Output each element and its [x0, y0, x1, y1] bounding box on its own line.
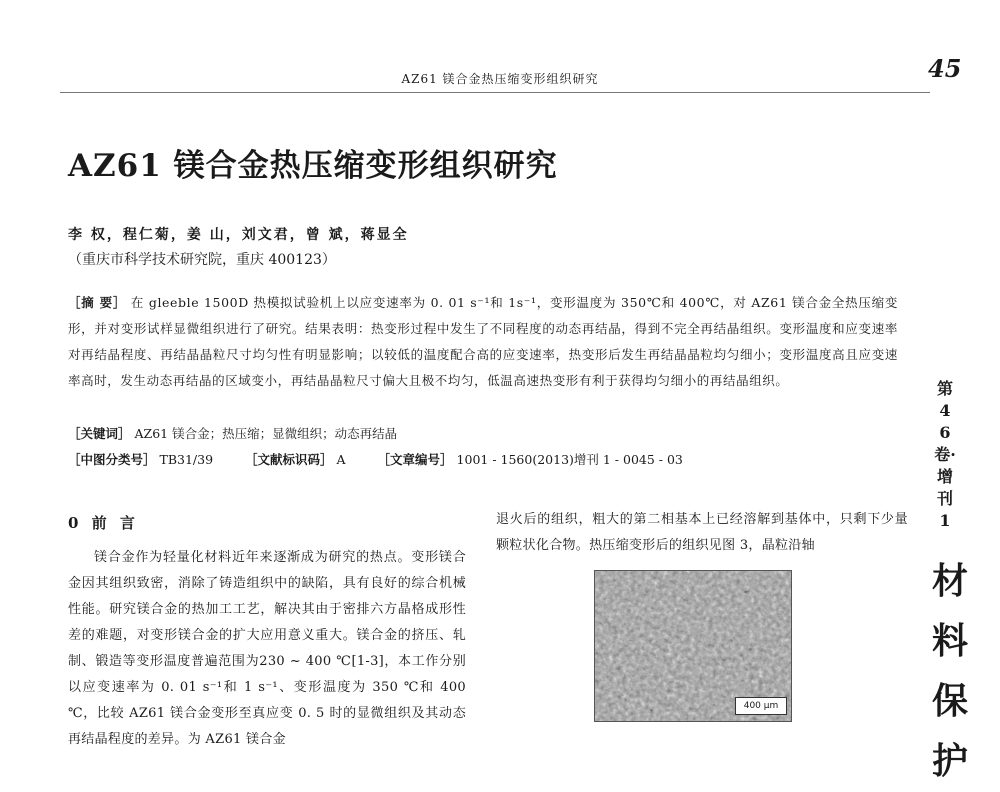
abstract-text: 在 gleeble 1500D 热模拟试验机上以应变速率为 0. 01 s⁻¹和 1s⁻¹，变形温度为 350℃和 400℃，对 AZ61 镁合金全热压缩变形，并对变形试样显微组织进行了研究。结果表明：热变形过程中发生了不同程度的动态再结晶，得到不完全再结晶组织。变形温度和应变速率对再结晶程度、再结晶晶粒尺寸均匀性有明显影响；以较低的温度配合高的应变速率，热变形后发生再结晶晶粒均匀细小；变形温度高且应变速率高时，发生动态再结晶的区域变小，再结晶晶粒尺寸偏大且极不均匀，低温高速热变形有利于获得均匀细小的再结晶组织。: [68, 295, 899, 388]
article-number: [378, 452, 683, 467]
volume-issue-label: 第46卷·增刊1: [934, 379, 956, 530]
page-number: 45: [928, 54, 962, 83]
section-heading: 0 前 言: [68, 514, 139, 532]
intro-paragraph: 镁合金作为轻量化材料近年来逐渐成为研究的热点。变形镁合金因其组织致密，消除了铸造组织中的缺陷，具有良好的综合机械性能。研究镁合金的热加工工艺，解决其由于密排六方晶格成形性差的难题，对变形镁合金的扩大应用意义重大。镁合金的挤压、轧制、锻造等变形温度普遍范围为230 ~ 400 ℃[1-3]，本工作分别以应变速率为 0. 01 s⁻¹和 1 s⁻¹、变形温度为 350 ℃和 400 ℃，比较 AZ61 镁合金变形至真应变 0. 5 时的显微组织及其动态再结晶程度的差异。为 AZ61 镁合金: [68, 550, 466, 747]
article-no-label: ［文章编号］: [377, 452, 453, 467]
clc-value: TB31/39: [159, 452, 214, 467]
article-no-value: 1001 - 1560(2013)增刊 1 - 0045 - 03: [456, 452, 683, 467]
running-head: AZ61 镁合金热压缩变形组织研究: [401, 72, 599, 86]
article-title: AZ61 镁合金热压缩变形组织研究: [68, 148, 558, 184]
clc-code: [68, 452, 217, 467]
doc-code-label: ［文献标识码］: [245, 452, 333, 467]
clc-label: ［中图分类号］: [68, 452, 156, 467]
document-code: [245, 452, 350, 467]
abstract-label: ［摘 要］: [68, 295, 127, 310]
doc-code-value: A: [336, 452, 346, 467]
keywords: [68, 424, 397, 442]
header-rule: [60, 92, 930, 93]
journal-name: 材料保护: [931, 561, 968, 782]
affiliation: （重庆市科学技术研究院，重庆 400123）: [68, 252, 336, 268]
author-list: 李 权，程仁菊，姜 山，刘文君，曾 斌，蒋显全: [68, 227, 409, 243]
micrograph-figure: [594, 570, 792, 722]
abstract: [68, 290, 898, 394]
keywords-label: ［关键词］: [68, 426, 131, 441]
right-column-paragraph: 退火后的组织，粗大的第二相基本上已经溶解到基体中，只剩下少量颗粒状化合物。热压缩变形后的组织见图 3，晶粒沿轴: [496, 512, 908, 553]
classification-row: [68, 450, 711, 468]
keywords-text: AZ61 镁合金；热压缩；显微组织；动态再结晶: [134, 426, 398, 441]
scale-bar: 400 μm: [735, 697, 787, 715]
